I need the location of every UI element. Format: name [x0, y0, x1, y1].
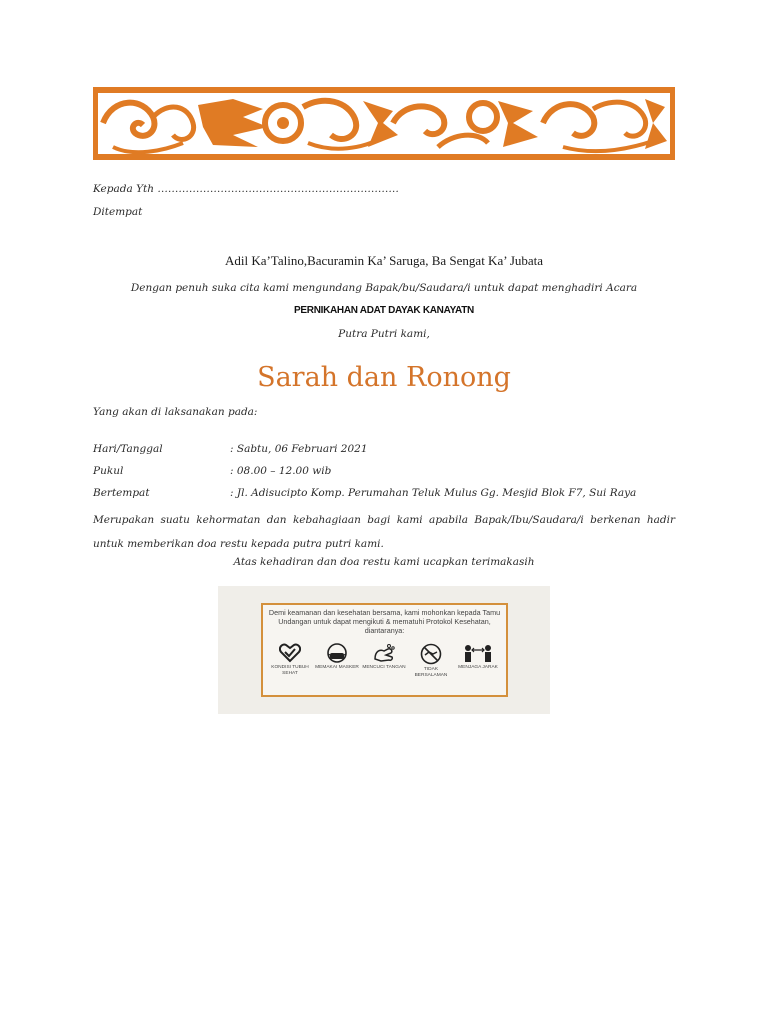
protocol-label: MENCUCI TANGAN: [362, 665, 406, 670]
heart-check-icon: [279, 643, 301, 663]
dayak-motto: Adil Ka’Talino,Bacuramin Ka’ Saruga, Ba Sengat Ka’ Jubata: [224, 253, 544, 268]
children-line: Putra Putri kami,: [338, 328, 430, 340]
recipient-line: Kepada Yth ……………………………………………………………: [93, 183, 399, 195]
protocol-label: MEMAKAI MASKER: [315, 665, 359, 670]
protocol-label: TIDAK BERSALAMAN: [414, 667, 448, 678]
invitation-line: Dengan penuh suka cita kami mengundang Bapak/bu/Saudara/i untuk dapat menghadiri Acara: [130, 282, 638, 294]
thanks-line: Atas kehadiran dan doa restu kami ucapkan terimakasih: [233, 556, 535, 568]
closing-paragraph: Merupakan suatu kehormatan dan kebahagiaan bagi kami apabila Bapak/Ibu/Saudara/i berkenan hadir untuk memberikan doa restu kepada putra putri kami.: [93, 514, 675, 550]
venue-value: : Jl. Adisucipto Komp. Perumahan Teluk Mulus Gg. Mesjid Blok F7, Sui Raya: [230, 487, 637, 499]
place-line: Ditempat: [93, 206, 143, 218]
protocol-item-no-handshake: [407, 643, 455, 679]
date-label: Hari/Tanggal: [93, 443, 163, 455]
time-label: Pukul: [93, 465, 124, 477]
event-title: PERNIKAHAN ADAT DAYAK KANAYATN: [294, 305, 474, 316]
face-mask-icon: [326, 643, 348, 663]
hand-wash-icon: [372, 643, 396, 663]
protocol-item-mask: [313, 643, 361, 671]
protocol-notice: Demi keamanan dan kesehatan bersama, kami mohonkan kepada Tamu Undangan untuk dapat mengikuti & mematuhi Protokol Kesehatan, diantaranya:: [268, 608, 501, 635]
protocol-frame: [261, 603, 508, 697]
protocol-item-healthy: [266, 643, 314, 677]
schedule-intro: Yang akan di laksanakan pada:: [93, 406, 258, 418]
no-handshake-icon: [420, 643, 442, 665]
protocol-label: KONDISI TUBUH SEHAT: [271, 665, 309, 676]
couple-names: Sarah dan Ronong: [257, 362, 511, 393]
protocol-label: MENJAGA JARAK: [458, 665, 498, 670]
time-value: : 08.00 – 12.00 wib: [230, 465, 332, 477]
social-distance-icon: [463, 643, 493, 663]
date-value: : Sabtu, 06 Februari 2021: [230, 443, 368, 455]
health-protocol-card: [218, 586, 550, 714]
protocol-item-distance: [454, 643, 502, 671]
venue-label: Bertempat: [93, 487, 150, 499]
protocol-item-wash: [360, 643, 408, 671]
dayak-ornament-banner: [93, 87, 675, 160]
